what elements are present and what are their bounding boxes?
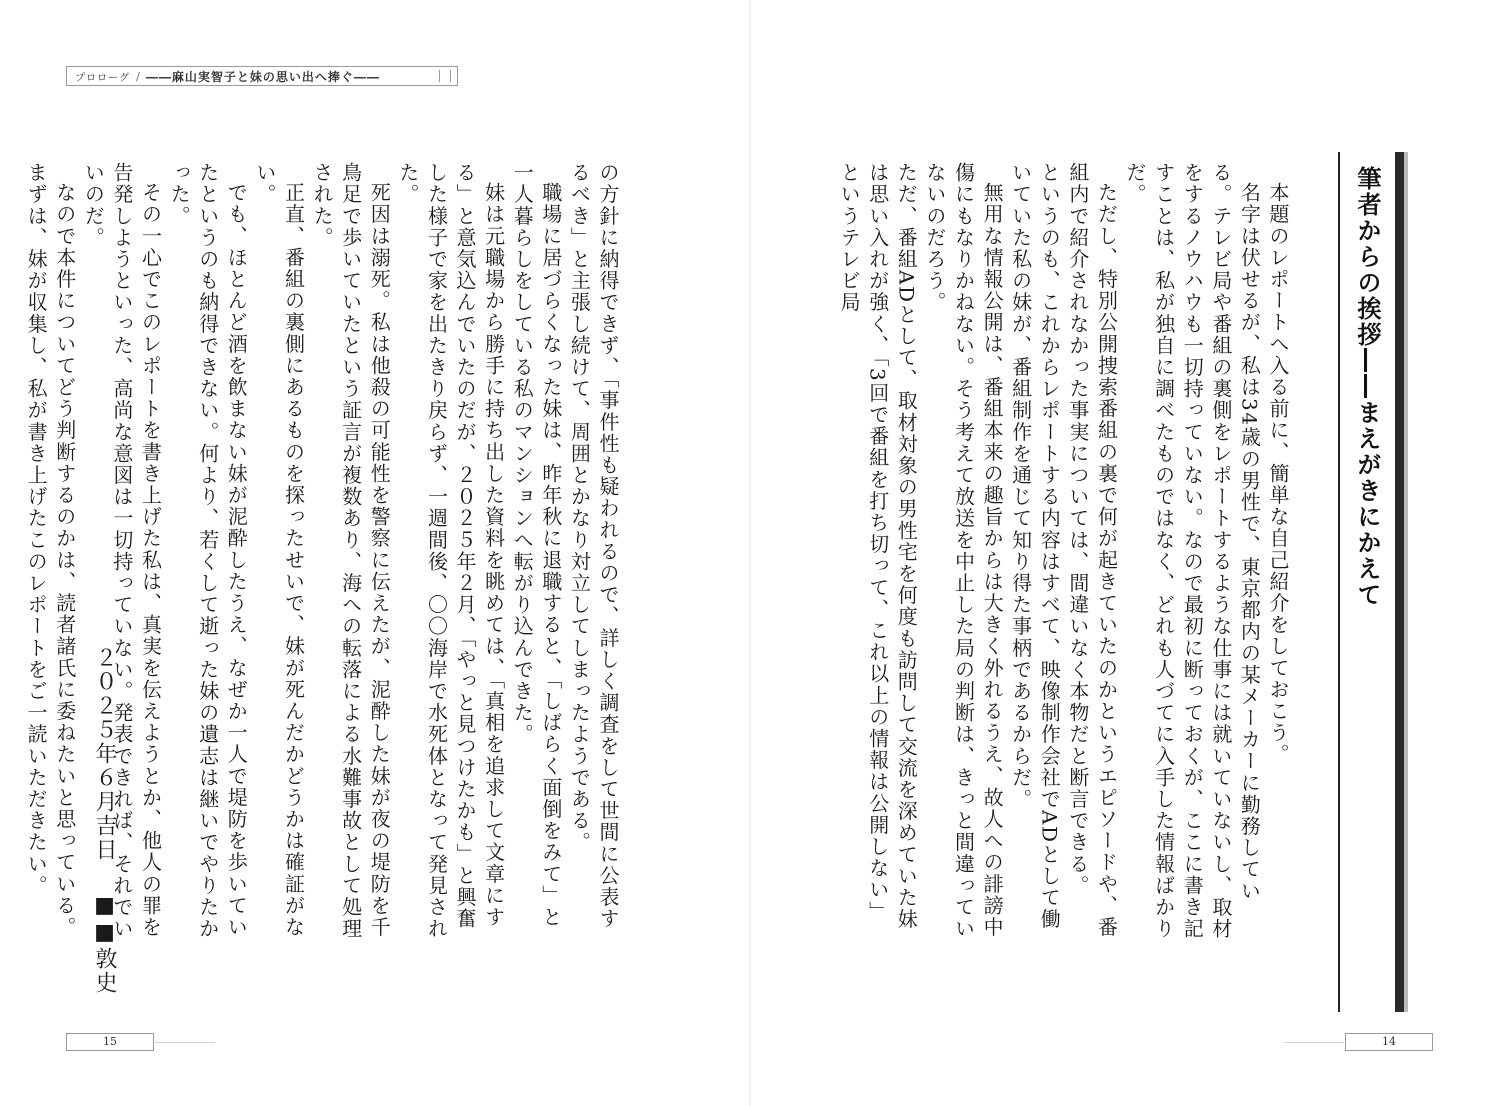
running-head [66, 66, 458, 86]
paragraph: その一心でこのレポートを書き上げた私は、真実を伝えようとか、他人の罪を告発しようといった、高尚な意図は一切持っていない。発表できれば、それでいいのだ。 [81, 162, 163, 940]
paragraph: の方針に納得できず、「事件性も疑われるので、詳しく調査をして世間に公表するべき」と主張し続けて、周囲とかなり対立してしまったようである。 [567, 162, 620, 930]
right-page-body [837, 162, 1292, 942]
page-number-right: 14 [1345, 1033, 1433, 1051]
paragraph: というのも、これからレポートする内容はすべて、映像制作会社でADとして働いていた私の妹が、番組制作を通じて知り得た事柄であるからだ。 [1008, 162, 1062, 931]
running-head-end-ornament [439, 70, 451, 82]
paragraph: 名字は伏せるが、私は34歳の男性で、東京都内の某メーカーに勤務している。テレビ局や番組の裏側をレポートするような仕事には就いていないし、取材をするノウハウも一切持っていない。なので最初に断っておくが、ここに書き記すことは、私が独自に調べたものではなく、どれも人づてに入手した情報ばかりだ。 [1123, 162, 1262, 940]
paragraph: 無用な情報公開は、番組本来の趣旨からは大きく外れるうえ、故人への誹謗中傷にもなりかねない。そう考えて放送を中止した局の判断は、きっと間違っていないのだろう。 [922, 162, 1005, 940]
paragraph: でも、ほとんど酒を飲まない妹が泥酔したうえ、なぜか一人で堤防を歩いていたというのも納得できない。何より、若くして逝った妹の遺志は継いでやりたかった。 [167, 162, 249, 940]
paragraph: 正直、番組の裏側にあるものを探ったせいで、妹が死んだかどうかは確証がない。 [252, 162, 306, 938]
signature-name: ■■敦史 [92, 893, 117, 995]
signature-date: ２０２５年６月吉日 [92, 646, 117, 862]
chapter-heading: 筆者からの挨拶――まえがきにかえて [1353, 166, 1381, 608]
running-head-category: プロローグ [75, 72, 130, 84]
page-number-left: 15 [66, 1033, 154, 1051]
paragraph: 職場に居づらくなった妹は、昨年秋に退職すると、「しばらく面倒をみて」と一人暮らしをしている私のマンションへ転がり込んできた。 [510, 162, 563, 928]
chapter-heading-box [1338, 152, 1404, 1012]
page-gutter [748, 0, 752, 1106]
running-head-title: ――麻山実智子と妹の思い出へ捧ぐ―― [145, 69, 380, 84]
signature-block [84, 646, 120, 995]
paragraph: ただし、特別公開捜索番組の裏で何が起きていたのかというエピソードや、番組内で紹介されなかった事実については、間違いなく本物だと断言できる。 [1065, 162, 1119, 938]
paragraph: ただ、番組ADとして、取材対象の男性宅を何度も訪問して交流を深めていた妹は思い入れが強く、「3回で番組を打ち切って、これ以上の情報は公開しない」というテレビ局 [837, 162, 919, 931]
paragraph: なので本件についてどう判断するのかは、読者諸氏に委ねたいと思っている。 [52, 182, 77, 938]
paragraph: 本題のレポートへ入る前に、簡単な自己紹介をしておこう。 [1266, 182, 1290, 766]
paragraph: まずは、妹が収集し、私が書き上げたこのレポートをご一読いただきたい。 [24, 162, 49, 897]
paragraph: 妹は元職場から勝手に持ち出した資料を眺めては、「真相を追求して文章にする」と意気込んでいたのだが、２０２５年２月、「やっと見つけたかも」と興奮した様子で家を出たきり戻らず、一週間後、〇〇海岸で水死体となって発見された。 [395, 162, 506, 940]
running-head-separator: / [136, 69, 140, 83]
paragraph: 死因は溺死。私は他殺の可能性を警察に伝えたが、泥酔した妹が夜の堤防を千鳥足で歩いていたという証言が複数あり、海への転落による水難事故として処理された。 [310, 162, 392, 940]
